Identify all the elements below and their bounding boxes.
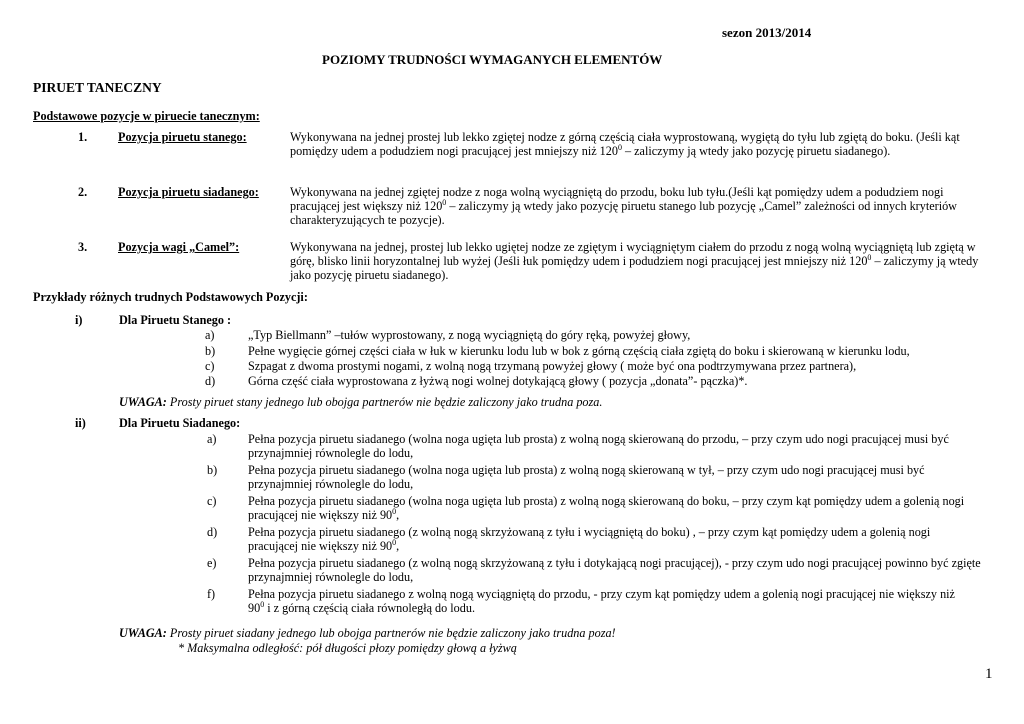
position-label: Pozycja piruetu siadanego: (118, 185, 259, 199)
item-text: Pełna pozycja piruetu siadanego (z wolną nogą skrzyżowaną z tyłu i dotykającą nogi pracującej), - przy czym udo nogi pracującej powinno być zgięte przynajmniej równolegle do lodu, (248, 556, 981, 585)
group-number: ii) (75, 416, 86, 430)
position-description: Wykonywana na jednej zgiętej nodze z noga wolną wyciągniętą do przodu, boku lub tyłu.(Jeśli kąt pomiędzy udem a podudziem nogi pracującej jest większy niż $120^0$ – zaliczymy ją wtedy jako pozycję piruetu stanego lub pozycję „Camel” zależności od innych kryteriów charakteryzujących te pozycje). (290, 185, 957, 228)
examples-heading: Przykłady różnych trudnych Podstawowych Pozycji: (33, 290, 308, 304)
group-number: i) (75, 313, 83, 327)
group-title: Dla Piruetu Siadanego: (119, 416, 241, 430)
position-label: Pozycja wagi „Camel”: (118, 240, 240, 254)
position-description: Wykonywana na jednej, prostej lub lekko ugiętej nodze ze zgiętym i wyciągniętym ciałem do przodu z nogą wolną wyciągniętą lub zgiętą w górę, blisko linii horyzontalnej lub wyżej (Jeśli łuk pomiędzy udem i podudziem nogi pracującej jest mniejszy niż $120^0$ – zaliczymy ją wtedy jako pozycję piruetu siadanego). (290, 240, 979, 283)
position-number: 2. (78, 185, 88, 199)
position-number: 1. (78, 130, 88, 144)
item-letter: e) (207, 556, 217, 570)
note: UWAGA: Prosty piruet stany jednego lub obojga partnerów nie będzie zaliczony jako trudna poza. (119, 395, 603, 409)
item-letter: d) (205, 374, 216, 388)
item-letter: d) (207, 525, 218, 539)
season-label: sezon 2013/2014 (722, 25, 812, 40)
group-title: Dla Piruetu Stanego : (119, 313, 232, 327)
item-text: Pełna pozycja piruetu siadanego (z wolną nogą skrzyżowaną z tyłu i wyciągniętą do boku) , – przy czym kąt pomiędzy udem a golenią nogi pracującej nie większy niż $90^0$, (248, 525, 931, 554)
item-letter: c) (207, 494, 217, 508)
item-letter: c) (205, 359, 215, 373)
position-description: Wykonywana na jednej prostej lub lekko zgiętej nodze z górną częścią ciała wyprostowaną, wygiętą do tyłu lub zgiętą do boku. (Jeśli kąt pomiędzy udem a podudziem nogi pracującej jest mniejszy niż $120^0$ – zaliczymy ją wtedy jako pozycję piruetu siadanego). (290, 130, 960, 159)
position-label: Pozycja piruetu stanego: (118, 130, 247, 144)
footnote: * Maksymalna odległość: pół długości płozy pomiędzy głową a łyżwą (178, 641, 517, 655)
item-text: Pełna pozycja piruetu siadanego (wolna noga ugięta lub prosta) z wolną nogą skierowaną do przodu, – przy czym udo nogi pracującej musi być przynajmniej równolegle do lodu, (248, 432, 949, 461)
item-letter: b) (207, 463, 218, 477)
item-text: „Typ Biellmann” –tułów wyprostowany, z nogą wyciągniętą do góry ręką, powyżej głowy, (248, 328, 691, 342)
item-letter: f) (207, 587, 216, 601)
page-number: 1 (985, 666, 993, 682)
section-title: PIRUET TANECZNY (33, 80, 162, 95)
item-text: Pełna pozycja piruetu siadanego (wolna noga ugięta lub prosta) z wolną nogą skierowaną w tył, – przy czym udo nogi pracującej musi być przynajmniej równolegle do lodu, (248, 463, 925, 492)
item-text: Pełna pozycja piruetu siadanego z wolną nogą wyciągniętą do przodu, - przy czym kąt pomiędzy udem a golenią nogi pracującej nie większy niż $90^0$ i z górną częścią ciała równoległą do lodu. (248, 587, 955, 616)
item-letter: a) (207, 432, 217, 446)
item-letter: a) (205, 328, 215, 342)
item-text: Pełna pozycja piruetu siadanego (wolna noga ugięta lub prosta) z wolną nogą skierowaną do boku, – przy czym kąt pomiędzy udem a golenią nogi pracującej nie większy niż $90^0$, (248, 494, 965, 523)
item-text: Górna część ciała wyprostowana z łyżwą nogi wolnej dotykającą głowy ( pozycja „donata”- pączka)*. (248, 374, 748, 388)
item-letter: b) (205, 344, 216, 358)
note: UWAGA: Prosty piruet siadany jednego lub obojga partnerów nie będzie zaliczony jako trudna poza! (119, 626, 616, 640)
item-text: Szpagat z dwoma prostymi nogami, z wolną nogą trzymaną powyżej głowy ( może być ona podtrzymywana przez partnera), (248, 359, 857, 373)
document-title: POZIOMY TRUDNOŚCI WYMAGANYCH ELEMENTÓW (322, 52, 663, 67)
position-number: 3. (78, 240, 88, 254)
basic-positions-heading: Podstawowe pozycje w piruecie tanecznym: (33, 109, 260, 123)
item-text: Pełne wygięcie górnej części ciała w łuk w kierunku lodu lub w bok z górną częścią ciała zgiętą do boku i skierowaną w kierunku lodu, (248, 344, 910, 358)
